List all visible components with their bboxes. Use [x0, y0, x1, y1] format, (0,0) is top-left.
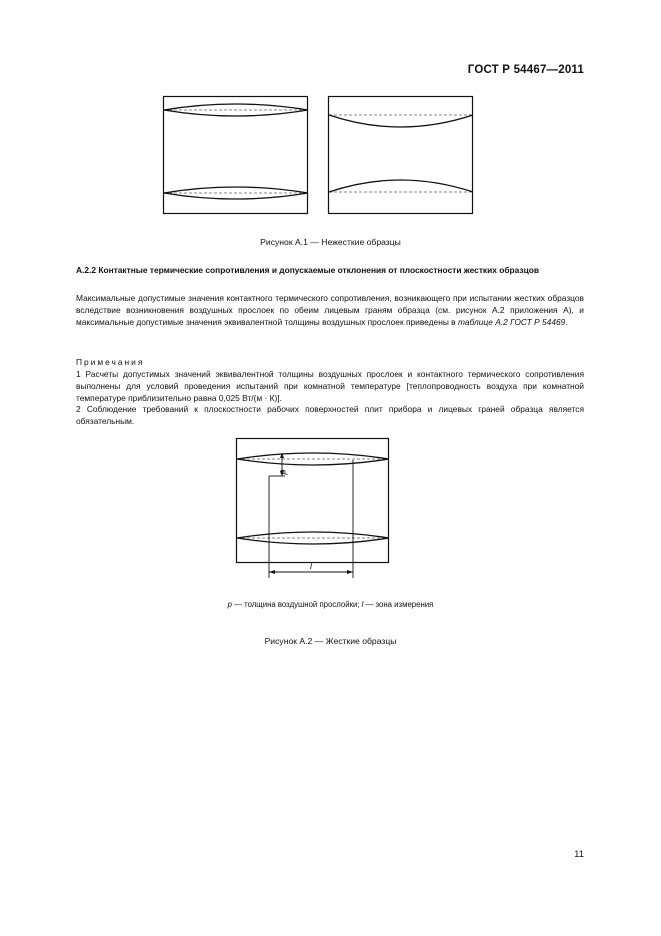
figure-a2-rigid-samples: [236, 438, 390, 582]
notes-title: Примечания: [76, 357, 145, 367]
note-2: 2 Соблюдение требований к плоскостности рабочих поверхностей плит прибора и лицевых граней образца является обязательным.: [76, 404, 584, 426]
figure-a1-nonrigid-left: [163, 96, 309, 215]
legend-l-text: — зона измерения: [363, 600, 434, 609]
figure-a1-caption: Рисунок А.1 — Нежесткие образцы: [260, 237, 401, 247]
label-p: p: [277, 469, 288, 475]
legend-p-text: — толщина воздушной прослойки;: [231, 600, 362, 609]
section-title: Контактные термические сопротивления и допускаемые отклонения от плоскостности жестких образцов: [98, 265, 540, 275]
document-code: ГОСТ Р 54467—2011: [467, 64, 584, 76]
note-1: 1 Расчеты допустимых значений эквивалентной толщины воздушных прослоек и контактного термического сопротивления выполнены для условий проведения испытаний при комнатной температуре [теплопроводность воздуха при комнатной температуре приблизительно равна 0,025 Вт/(м · К)].: [76, 369, 584, 403]
paragraph-text: Максимальные допустимые значения контактного термического сопротивления, возникающего при испытании жестких образцов вследствие возникновения воздушных прослоек по обеим лицевым граням образца (см. рисунок А.2 приложения А), и максимальные допустимые значения эквивалентной толщины воздушных прослоек приведены в: [76, 293, 584, 327]
paragraph-reference: таблице А.2 ГОСТ Р 54469: [457, 316, 566, 327]
label-l: l: [310, 561, 312, 571]
section-paragraph: [76, 293, 584, 328]
figure-a2-legend: [0, 600, 661, 609]
section-number: А.2.2: [76, 265, 97, 275]
paragraph-end: .: [565, 316, 568, 327]
legend-p-symbol: p: [227, 600, 232, 609]
figure-a2-caption: Рисунок А.2 — Жесткие образцы: [264, 636, 397, 646]
figure-a1-nonrigid-right: [328, 96, 474, 215]
page-number: 11: [574, 849, 584, 860]
legend-l-symbol: l: [361, 600, 364, 609]
section-heading: [76, 265, 584, 277]
